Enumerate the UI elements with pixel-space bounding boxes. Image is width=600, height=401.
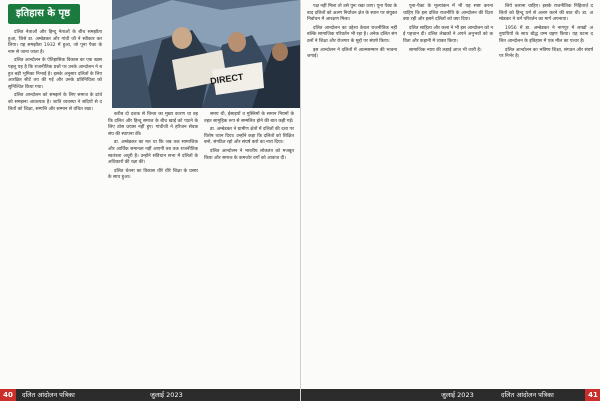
left-column-1 bbox=[8, 30, 102, 385]
paragraph: डा. अम्बेडकर का मत था कि जब तक सामाजिक और आर्थिक समानता नहीं आएगी तब तक राजनीतिक स्वतंत्रता अधूरी है। उन्होंने संविधान सभा में दलितों के अधिकारों की रक्षा की। bbox=[108, 140, 198, 166]
paragraph: सामाजिक न्याय की लड़ाई आज भी जारी है। bbox=[409, 47, 482, 53]
page-number: 41 bbox=[585, 389, 600, 401]
section-title: इतिहास के पृष्ठ bbox=[8, 4, 80, 24]
paragraph: दलित आन्दोलन ने भारतीय लोकतंत्र को मजबूत किया और समाज के कमजोर वर्गों को आवाज दी। bbox=[204, 148, 294, 161]
paragraph: दलित आन्दोलन का उद्देश्य केवल राजनीतिक नहीं बल्कि सामाजिक परिवर्तन भी रहा है। अनेक दलित संगठनों ने शिक्षा और रोजगार के मुद्दों पर संघर्ष किया। bbox=[307, 25, 397, 44]
issue-date: जुलाई 2023 bbox=[150, 391, 183, 399]
left-column-2 bbox=[108, 112, 198, 385]
right-column-1 bbox=[307, 4, 397, 385]
paragraph: दलित साहित्य और कला ने भी इस आन्दोलन को नई पहचान दी। दलित लेखकों ने अपने अनुभवों को कविता और कहानी में व्यक्त किया। bbox=[403, 25, 493, 44]
right-column-2 bbox=[403, 4, 493, 385]
paragraph: लिये चलाना चाहिए। इसके राजनीतिक निहितार्थ दलितों को हिन्दू धर्म से अलग करने की बात थी। डा. अम्बेडकर ने धर्म परिवर्तन का मार्ग अपनाया। bbox=[499, 4, 593, 23]
paragraph: पक्ष नहीं मिला तो उसे पुनः रखा जाए। पूना पैक्ट के बाद दलितों को अलग निर्वाचन क्षेत्र के स्थान पर संयुक्त निर्वाचन में आरक्षण मिला। bbox=[307, 4, 397, 23]
paragraph: दलित आन्दोलन के ऐतिहासिक विकास का एक खास पहलू यह है कि राजनीतिक प्रश्नों पर उनके आन्दोलन ने बहुत बड़ी भूमिका निभाई है। इसके अनुसार दलितों के लिए आरक्षित सीटें तय की गईं और उनके प्रतिनिधित्व को सुनिश्चित किया गया। bbox=[8, 58, 102, 90]
paragraph: 1956 में डा. अम्बेडकर ने नागपुर में लाखों अनुयायियों के साथ बौद्ध धम्म ग्रहण किया। यह घटना दलित आन्दोलन के इतिहास में एक मील का पत्थर है। bbox=[499, 25, 593, 44]
right-column-3 bbox=[499, 4, 593, 385]
page-number: 40 bbox=[0, 389, 16, 401]
paragraph: करीब दो दशक से चिन्ता का मुख्य कारण था वह कि दलित और हिन्दू समाज के बीच खाई को पाटने के लिए ठोस प्रयास नहीं हुए। गांधीजी ने हरिजन सेवक संघ की स्थापना की। bbox=[108, 112, 198, 137]
header-photo bbox=[112, 0, 300, 108]
paragraph: दलित आन्दोलन को समझने के लिए समाज के ढांचे को समझना आवश्यक है। जाति व्यवस्था ने सदियों से दलितों को शिक्षा, सम्पत्ति और सम्मान से वंचित रखा। bbox=[8, 93, 102, 112]
issue-date: जुलाई 2023 bbox=[441, 391, 474, 399]
paragraph: दलित आन्दोलन का भविष्य शिक्षा, संगठन और संघर्ष पर निर्भर है। bbox=[499, 47, 593, 60]
magazine-name: दलित आंदोलन पत्रिका bbox=[501, 391, 554, 399]
paragraph: दलित चेतना का विकास धीरे धीरे शिक्षा के प्रसार के साथ हुआ। bbox=[108, 168, 198, 181]
paragraph: समय थी, ईसाइयों व मुस्लिमों के समान नियमों के तहत सामूहिक रूप से सम्मलित होने की बात कही गई। bbox=[204, 112, 294, 124]
right-page bbox=[300, 0, 600, 401]
left-footer bbox=[0, 389, 300, 401]
photo-caption: DIRECT bbox=[209, 71, 245, 87]
crowd-illustration bbox=[112, 0, 300, 108]
paragraph: इस आन्दोलन ने दलितों में आत्मसम्मान की भावना जगाई। bbox=[307, 47, 397, 60]
paragraph: दलित नेताओं और हिन्दू नेताओं के बीच समझौता हुआ, जिसे डा. अम्बेडकर और गांधी जी ने स्वीकार कर लिया। यह समझौता 1932 में हुआ, जो पूना पैक्ट के नाम से जाना जाता है। bbox=[8, 30, 102, 55]
left-column-3 bbox=[204, 112, 294, 385]
paragraph: पूना-पैक्ट के मूल्यांकन में भी यह स्पष्ट करना चाहिए कि इस दलित राजनीति के आन्दोलन की दिशा क्या रही और इसने दलितों को क्या दिया। bbox=[403, 4, 493, 23]
right-footer bbox=[301, 389, 600, 401]
paragraph: डा. अम्बेडकर ने ग्रामीण क्षेत्रों में दलितों की दशा पर विशेष ध्यान दिया। उन्होंने कहा कि दलितों को शिक्षित बनो, संगठित रहो और संघर्ष करो का नारा दिया। bbox=[204, 127, 294, 146]
magazine-name: दलित आंदोलन पत्रिका bbox=[22, 391, 75, 399]
